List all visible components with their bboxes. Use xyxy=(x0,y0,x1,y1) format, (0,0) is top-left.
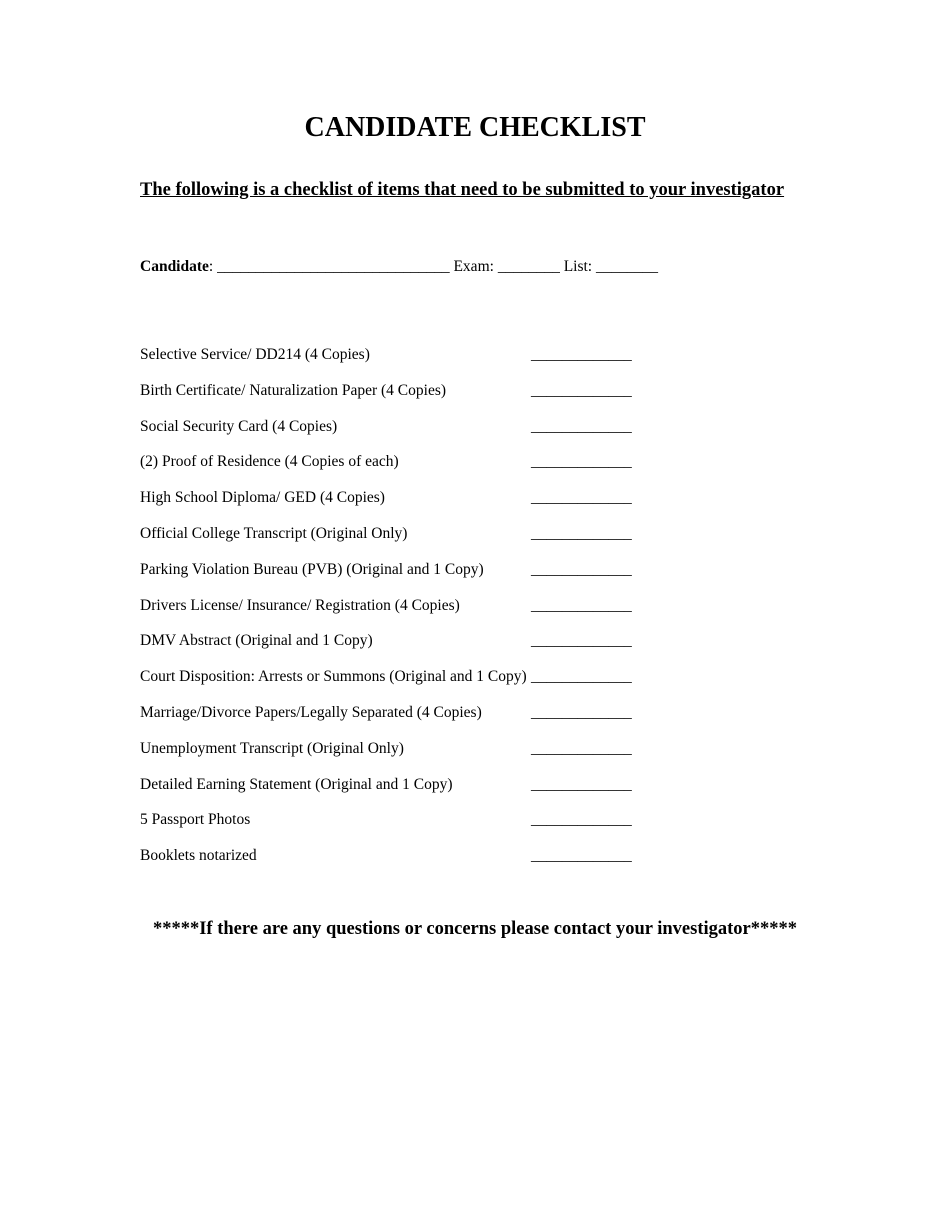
checklist-item xyxy=(140,809,660,845)
checklist-item xyxy=(140,738,660,774)
checklist-item-blank: _____________ xyxy=(531,775,632,793)
checklist-item-label: Unemployment Transcript (Original Only) xyxy=(140,739,404,757)
checklist-item-label: Detailed Earning Statement (Original and 1 Copy) xyxy=(140,775,453,793)
page-subtitle: The following is a checklist of items that need to be submitted to your investigator xyxy=(140,180,785,200)
checklist-item xyxy=(140,666,660,702)
exam-blank: ________ xyxy=(497,258,560,275)
candidate-label: Candidate xyxy=(140,258,209,275)
checklist-item xyxy=(140,774,660,810)
exam-label: Exam: xyxy=(449,258,498,275)
contact-investigator-note: *****If there are any questions or concerns please contact your investigator***** xyxy=(152,919,798,939)
checklist-item-blank: _____________ xyxy=(531,811,632,829)
checklist-item-label: (2) Proof of Residence (4 Copies of each) xyxy=(140,453,399,471)
list-label: List: xyxy=(559,258,596,275)
checklist-item xyxy=(140,416,660,452)
checklist-item-blank: _____________ xyxy=(531,489,632,507)
checklist-item-blank: _____________ xyxy=(531,739,632,757)
checklist-item xyxy=(140,451,660,487)
checklist-item xyxy=(140,523,660,559)
checklist-item-label: Social Security Card (4 Copies) xyxy=(140,417,338,435)
checklist-item-label: Court Disposition: Arrests or Summons (Original and 1 Copy) xyxy=(140,668,527,686)
checklist-item-blank: _____________ xyxy=(531,668,632,686)
checklist-item-blank: _____________ xyxy=(531,847,632,865)
checklist-item-label: Selective Service/ DD214 (4 Copies) xyxy=(140,346,370,363)
candidate-name-blank: ______________________________ xyxy=(217,258,450,275)
checklist-item xyxy=(140,344,660,380)
checklist-item-label: Marriage/Divorce Papers/Legally Separated (4 Copies) xyxy=(140,703,482,721)
checklist-item-blank: _____________ xyxy=(531,596,632,614)
candidate-separator: : xyxy=(208,258,218,275)
checklist-item-blank: _____________ xyxy=(531,703,632,721)
checklist-item xyxy=(140,702,660,738)
checklist-item-label: Drivers License/ Insurance/ Registration (4 Copies) xyxy=(140,596,460,614)
checklist-item-blank: _____________ xyxy=(531,417,632,435)
checklist-item-blank: _____________ xyxy=(531,346,632,363)
checklist-item-label: Official College Transcript (Original Only) xyxy=(140,524,408,542)
checklist-item xyxy=(140,630,660,666)
checklist xyxy=(140,344,660,881)
checklist-item-blank: _____________ xyxy=(531,560,632,578)
checklist-item-label: Booklets notarized xyxy=(140,847,257,865)
checklist-item-label: Parking Violation Bureau (PVB) (Original and 1 Copy) xyxy=(140,560,484,578)
checklist-item xyxy=(140,559,660,595)
checklist-item-blank: _____________ xyxy=(531,453,632,471)
checklist-item xyxy=(140,595,660,631)
page-title: CANDIDATE CHECKLIST xyxy=(304,112,646,143)
checklist-item-label: DMV Abstract (Original and 1 Copy) xyxy=(140,632,373,650)
list-blank: ________ xyxy=(595,258,658,275)
checklist-item xyxy=(140,487,660,523)
checklist-item-blank: _____________ xyxy=(531,632,632,650)
candidate-info-line xyxy=(140,256,658,278)
checklist-item xyxy=(140,380,660,416)
checklist-item-blank: _____________ xyxy=(531,381,632,399)
checklist-item-label: High School Diploma/ GED (4 Copies) xyxy=(140,489,385,507)
checklist-item xyxy=(140,845,660,881)
checklist-item-label: 5 Passport Photos xyxy=(140,811,251,829)
checklist-item-label: Birth Certificate/ Naturalization Paper (4 Copies) xyxy=(140,381,447,399)
checklist-item-blank: _____________ xyxy=(531,524,632,542)
